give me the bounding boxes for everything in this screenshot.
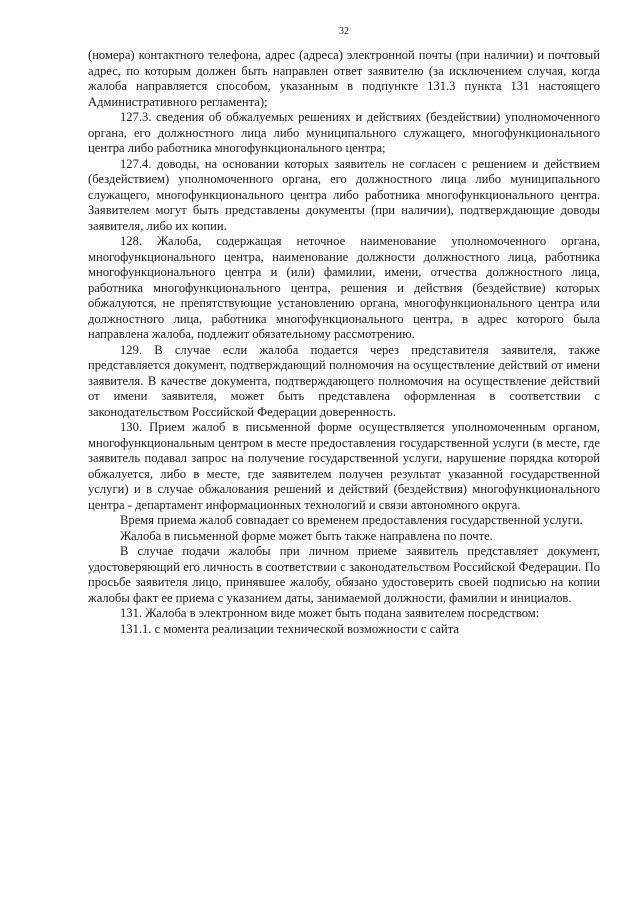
page-number: 32: [339, 26, 349, 37]
paragraph-personal-reception: В случае подачи жалобы при личном приеме заявитель представляет документ, удостоверяющий его личность в соответствии с законодательством Российской Федерации. По просьбе заявителя лицо, принявшее жалобу, обязано удостоверить своей подписью на копии жалобы факт ее приема с указанием даты, занимаемой должности, фамилии и инициалов.: [88, 544, 600, 605]
paragraph-continuation: (номера) контактного телефона, адрес (адреса) электронной почты (при наличии) и почтовый адрес, по которым должен быть направлен ответ заявителю (за исключением случая, когда жалоба направляется способом, указанным в подпункте 131.3 пункта 131 настоящего Административного регламента);: [88, 48, 600, 109]
paragraph-reception-time: Время приема жалоб совпадает со временем предоставления государственной услуги.: [120, 513, 583, 527]
paragraph-127-3: 127.3. сведения об обжалуемых решениях и действиях (бездействии) уполномоченного органа, его должностного лица либо муниципального служащего, многофункционального центра либо работника многофункционального центра;: [88, 110, 600, 155]
paragraph-128: 128. Жалоба, содержащая неточное наименование уполномоченного органа, многофункционального центра, наименование должности должностного лица, работника многофункционального центра и (или) фамилии, имени, отчества должностного лица, работника многофункционального центра, решения и действия (бездействие) которых обжалуются, не препятствующие установлению органа, многофункционального центра или должностного лица, работника многофункционального центра, в адрес которого была направлена жалоба, подлежит обязательному рассмотрению.: [88, 234, 600, 341]
paragraph-postal: Жалоба в письменной форме может быть также направлена по почте.: [120, 528, 493, 543]
paragraph-130: 130. Прием жалоб в письменной форме осуществляется уполномоченным органом, многофункциональным центром в месте предоставления государственной услуги (в месте, где заявитель подавал запрос на получение государственной услуги, нарушение порядка которой обжалуется, либо в месте, где заявителем получен результат указанной государственной услуги) и в случае обжалования решений и действий (бездействия) многофункционального центра - департамент информационных технологий и связи автономного округа.: [88, 420, 600, 512]
paragraph-131: 131. Жалоба в электронном виде может быть подана заявителем посредством:: [120, 606, 540, 620]
paragraph-129: 129. В случае если жалоба подается через представителя заявителя, также представляется документ, подтверждающий полномочия на осуществление действий от имени заявителя. В качестве документа, подтверждающего полномочия на осуществление действий от имени заявителя, может быть представлена оформленная в соответствии с законодательством Российской Федерации доверенность.: [88, 342, 600, 419]
paragraph-127-4: 127.4. доводы, на основании которых заявитель не согласен с решением и действием (бездействием) уполномоченного органа, его должностного лица либо муниципального служащего, многофункционального центра либо работника многофункционального центра. Заявителем могут быть представлены документы (при наличии), подтверждающие доводы заявителя, либо их копии.: [88, 156, 600, 233]
paragraph-131-1: 131.1. с момента реализации технической возможности с сайта: [120, 621, 459, 636]
